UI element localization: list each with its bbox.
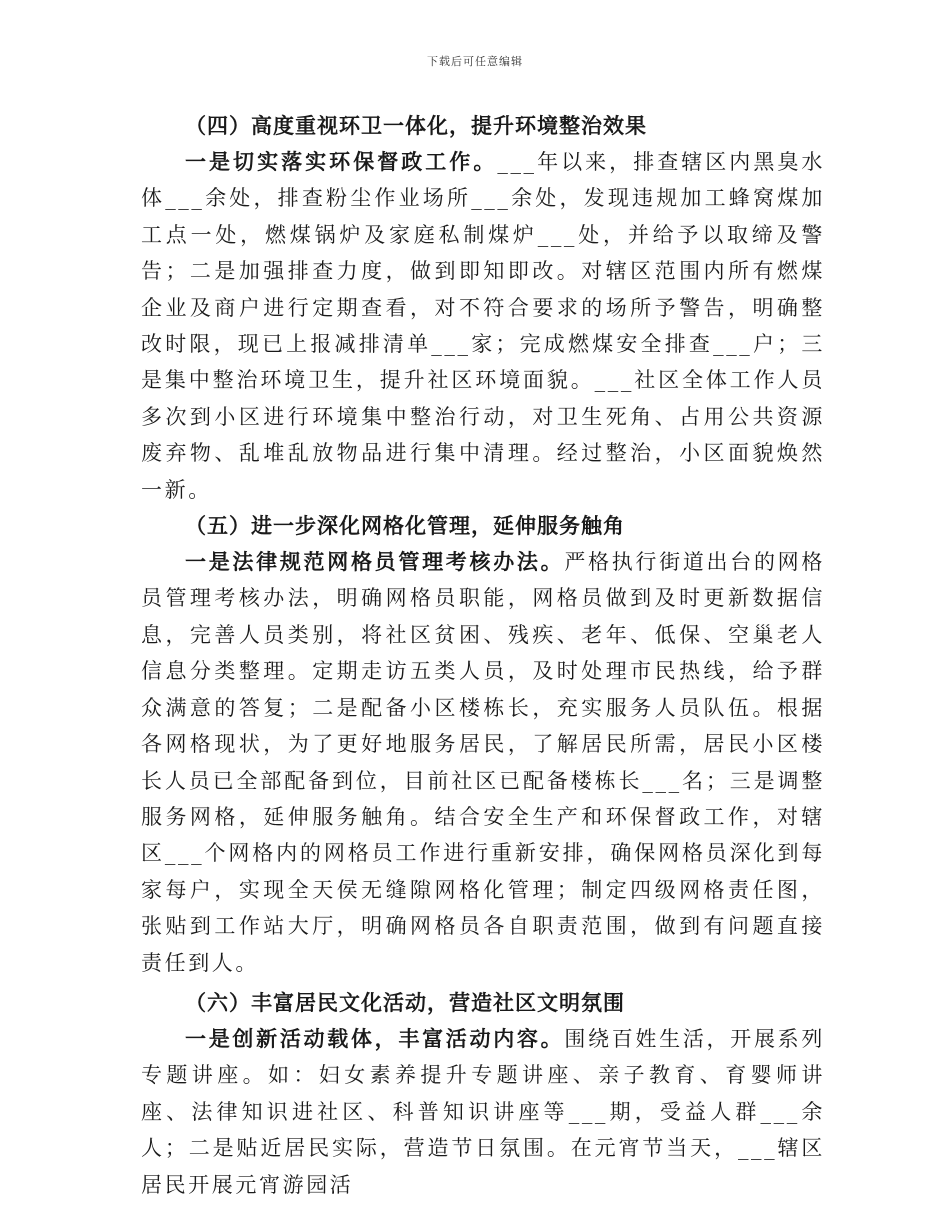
section-heading-4: （四）高度重视环卫一体化，提升环境整治效果: [185, 113, 647, 138]
section-paragraph-6: [141, 1021, 825, 1203]
page-header-note: 下载后可任意编辑: [427, 55, 523, 68]
paragraph-lead-5: 一是法律规范网格员管理考核办法。: [185, 549, 565, 575]
section-heading-5: （五）进一步深化网格化管理，延伸服务触角: [185, 513, 625, 539]
paragraph-lead-4: 一是切实落实环保督政工作。: [185, 149, 498, 174]
document-body: [141, 108, 825, 1203]
paragraph-lead-6: 一是创新活动载体，丰富活动内容。: [185, 1025, 565, 1051]
paragraph-text-4: ___年以来，排查辖区内黑臭水体___余处，排查粉尘作业场所___余处，发现违规加工蜂窝煤加工点一处，燃煤锅炉及家庭私制煤炉___处，并给予以取缔及警告；二是加强排查力度，做到即知即改。对辖区范围内所有燃煤企业及商户进行定期查看，对不符合要求的场所予警告，明确整改时限，现已上报减排清单___家；完成燃煤安全排查___户；三是集中整治环境卫生，提升社区环境面貌。___社区全体工作人员多次到小区进行环境集中整治行动，对卫生死角、占用公共资源废弃物、乱堆乱放物品进行集中清理。经过整治，小区面貌焕然一新。: [141, 150, 825, 502]
paragraph-text-6: 围绕百姓生活，开展系列专题讲座。如：妇女素养提升专题讲座、亲子教育、育婴师讲座、法律知识进社区、科普知识讲座等___期，受益人群___余人；二是贴近居民实际，营造节日氛围。在元宵节当天，___辖区居民开展元宵游园活: [141, 1026, 825, 1197]
section-paragraph-5: [141, 544, 825, 981]
paragraph-text-5: 严格执行街道出台的网格员管理考核办法，明确网格员职能，网格员做到及时更新数据信息，完善人员类别，将社区贫困、残疾、老年、低保、空巢老人信息分类整理。定期走访五类人员，及时处理市民热线，给予群众满意的答复；二是配备小区楼栋长，充实服务人员队伍。根据各网格现状，为了更好地服务居民，了解居民所需，居民小区楼长人员已全部配备到位，目前社区已配备楼栋长___名；三是调整服务网格，延伸服务触角。结合安全生产和环保督政工作，对辖区___个网格内的网格员工作进行重新安排，确保网格员深化到每家每户，实现全天侯无缝隙网格化管理；制定四级网格责任图，张贴到工作站大厅，明确网格员各自职责范围，做到有问题直接责任到人。: [141, 550, 825, 975]
section-paragraph-4: [141, 144, 825, 508]
section-heading-6: （六）丰富居民文化活动，营造社区文明氛围: [185, 989, 625, 1015]
